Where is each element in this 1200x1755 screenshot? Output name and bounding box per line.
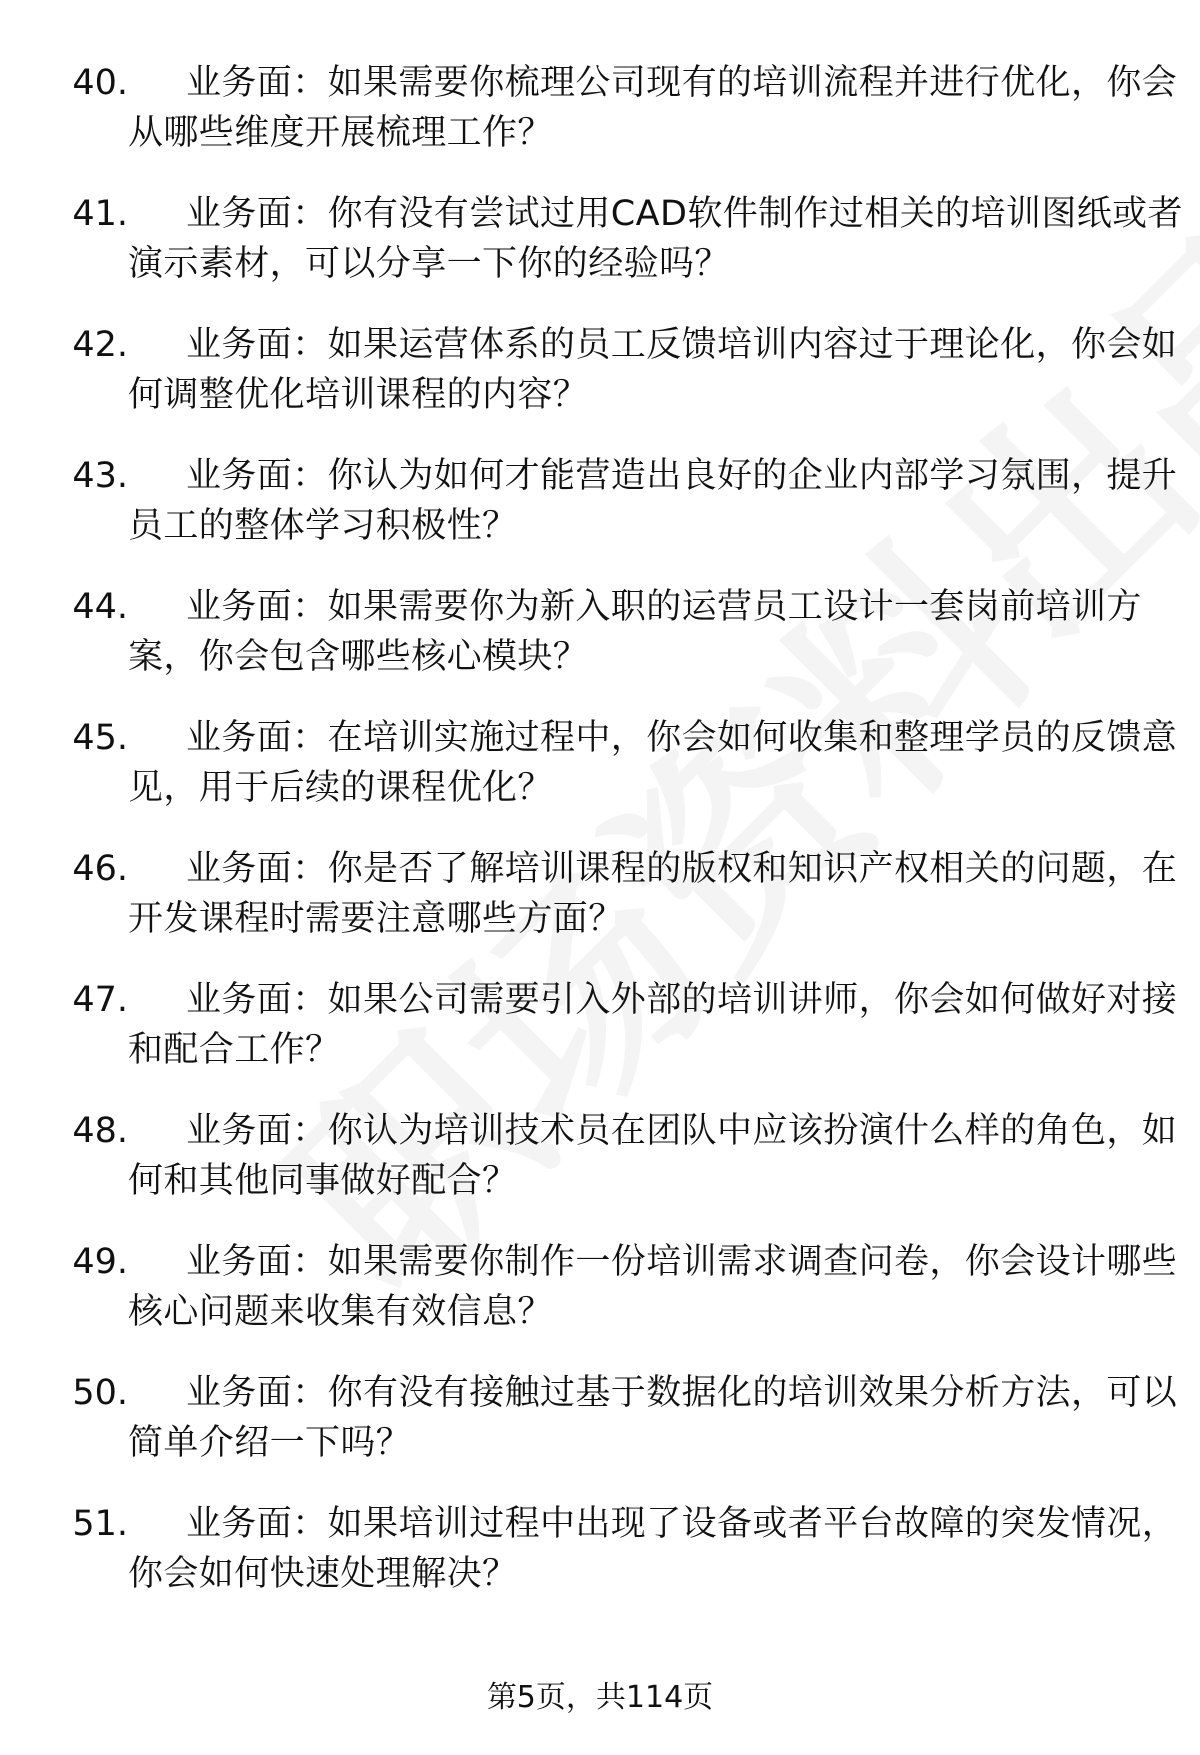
question-text bbox=[128, 189, 1183, 289]
question-line: 业务面：你认为培训技术员在团队中应该扮演什么样的角色，如 bbox=[186, 1111, 1178, 1151]
question-line: 员工的整体学习积极性？ bbox=[128, 506, 518, 546]
page-footer bbox=[0, 1678, 1200, 1718]
question-line: 业务面：你是否了解培训课程的版权和知识产权相关的问题，在 bbox=[186, 849, 1178, 889]
question-item bbox=[54, 451, 1178, 582]
question-text bbox=[128, 582, 1158, 682]
question-number: 45. bbox=[72, 718, 128, 758]
question-line: 演示素材，可以分享一下你的经验吗？ bbox=[128, 244, 730, 284]
question-number: 41. bbox=[72, 194, 128, 234]
question-item bbox=[54, 58, 1178, 189]
question-item bbox=[54, 189, 1183, 320]
question-text bbox=[128, 58, 1178, 158]
question-item bbox=[54, 1237, 1178, 1368]
question-text bbox=[128, 975, 1178, 1075]
question-line: 业务面：如果培训过程中出现了设备或者平台故障的突发情况， bbox=[186, 1504, 1178, 1544]
question-line: 业务面：你有没有尝试过用CAD软件制作过相关的培训图纸或者 bbox=[186, 194, 1183, 234]
question-item bbox=[54, 1368, 1178, 1499]
question-item bbox=[54, 320, 1178, 451]
question-number: 42. bbox=[72, 325, 128, 365]
question-line: 业务面：如果公司需要引入外部的培训讲师，你会如何做好对接 bbox=[186, 980, 1178, 1020]
question-line: 简单介绍一下吗？ bbox=[128, 1423, 412, 1463]
question-text bbox=[128, 320, 1178, 420]
question-line: 何和其他同事做好配合？ bbox=[128, 1161, 518, 1201]
question-line: 和配合工作？ bbox=[128, 1030, 341, 1070]
question-item bbox=[54, 844, 1178, 975]
question-line: 核心问题来收集有效信息？ bbox=[128, 1292, 553, 1332]
question-number: 44. bbox=[72, 587, 128, 627]
question-number: 43. bbox=[72, 456, 128, 496]
question-line: 何调整优化培训课程的内容？ bbox=[128, 375, 589, 415]
question-item bbox=[54, 975, 1178, 1106]
question-text bbox=[128, 713, 1178, 813]
question-text bbox=[128, 1237, 1178, 1337]
question-line: 开发课程时需要注意哪些方面？ bbox=[128, 899, 624, 939]
page-number-label: 第5页，共114页 bbox=[486, 1680, 714, 1715]
question-line: 业务面：你认为如何才能营造出良好的企业内部学习氛围，提升 bbox=[186, 456, 1178, 496]
question-number: 47. bbox=[72, 980, 128, 1020]
question-item bbox=[54, 1499, 1178, 1630]
question-line: 业务面：如果运营体系的员工反馈培训内容过于理论化，你会如 bbox=[186, 325, 1178, 365]
question-list bbox=[54, 58, 1183, 1630]
question-line: 你会如何快速处理解决？ bbox=[128, 1554, 518, 1594]
question-number: 51. bbox=[72, 1504, 128, 1544]
question-line: 案，你会包含哪些核心模块？ bbox=[128, 637, 589, 677]
question-line: 业务面：你有没有接触过基于数据化的培训效果分析方法，可以 bbox=[186, 1373, 1178, 1413]
question-number: 40. bbox=[72, 63, 128, 103]
question-number: 49. bbox=[72, 1242, 128, 1282]
question-text bbox=[128, 1499, 1178, 1599]
question-line: 业务面：如果需要你制作一份培训需求调查问卷，你会设计哪些 bbox=[186, 1242, 1178, 1282]
question-number: 48. bbox=[72, 1111, 128, 1151]
question-text bbox=[128, 844, 1178, 944]
question-line: 业务面：如果需要你梳理公司现有的培训流程并进行优化，你会 bbox=[186, 63, 1178, 103]
question-line: 业务面：如果需要你为新入职的运营员工设计一套岗前培训方 bbox=[186, 587, 1142, 627]
question-item bbox=[54, 582, 1164, 713]
question-text bbox=[128, 451, 1178, 551]
question-text bbox=[128, 1106, 1178, 1206]
question-line: 从哪些维度开展梳理工作？ bbox=[128, 113, 553, 153]
question-number: 50. bbox=[72, 1373, 128, 1413]
question-line: 业务面：在培训实施过程中，你会如何收集和整理学员的反馈意 bbox=[186, 718, 1178, 758]
question-item bbox=[54, 713, 1178, 844]
question-number: 46. bbox=[72, 849, 128, 889]
question-text bbox=[128, 1368, 1178, 1468]
question-item bbox=[54, 1106, 1178, 1237]
question-line: 见，用于后续的课程优化？ bbox=[128, 768, 553, 808]
